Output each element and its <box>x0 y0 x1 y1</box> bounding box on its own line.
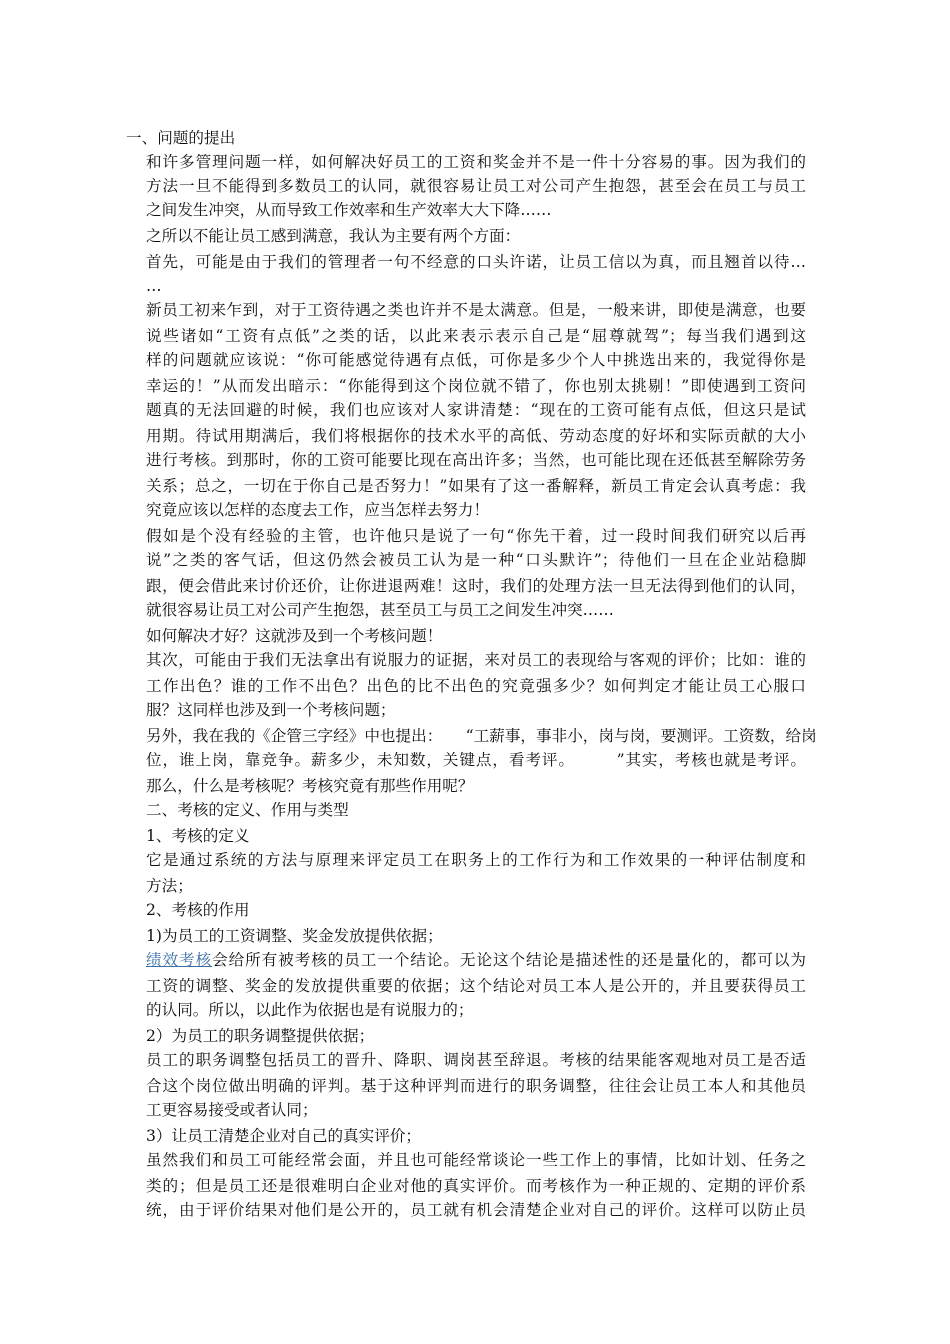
paragraph-line: 之间发生冲突，从而导致工作效率和生产效率大大下降…… <box>146 201 552 219</box>
paragraph-line: 工作出色？谁的工作不出色？出色的比不出色的究竟强多少？如何判定才能让员工心服口 <box>146 677 806 695</box>
paragraph-line: 幸运的！”从而发出暗示：“你能得到这个岗位就不错了，你也别太挑剔！”即使遇到工资问 <box>146 377 806 395</box>
paragraph-line: 说”之类的客气话，但这仍然会被员工认为是一种“口头默许”；待他们一旦在企业站稳脚 <box>146 551 806 569</box>
paragraph-line: 究竟应该以怎样的态度去工作，应当怎样去努力！ <box>146 501 490 519</box>
list-item-heading: 1)为员工的工资调整、奖金发放提供依据； <box>146 927 443 945</box>
paragraph-line: 就很容易让员工对公司产生抱怨，甚至员工与员工之间发生冲突…… <box>146 601 614 619</box>
paragraph-line: 进行考核。到那时，你的工资可能要比现在高出许多；当然，也可能比现在还低甚至解除劳务 <box>146 451 806 469</box>
paragraph-line: 服？这同样也涉及到一个考核问题； <box>146 701 396 719</box>
paragraph-line: 其次，可能由于我们无法拿出有说服力的证据，来对员工的表现给与客观的评价；比如：谁的 <box>146 651 806 669</box>
paragraph-line-text: 会给所有被考核的员工一个结论。无论这个结论是描述性的还是量化的，都可以为 <box>212 951 806 969</box>
paragraph-line: 题真的无法回避的时候，我们也应该对人家讲清楚：“现在的工资可能有点低，但这只是试 <box>146 401 806 419</box>
paragraph-line: 方法一旦不能得到多数员工的认同，就很容易让员工对公司产生抱怨，甚至会在员工与员工 <box>146 177 806 195</box>
paragraph-line: 假如是个没有经验的主管，也许他只是说了一句“你先干着，过一段时间我们研究以后再 <box>146 527 806 545</box>
paragraph-line: 跟，便会借此来讨价还价，让你进退两难！这时，我们的处理方法一旦无法得到他们的认同， <box>146 577 806 595</box>
paragraph-line: 工更容易接受或者认同； <box>146 1101 318 1119</box>
paragraph-line: 工资的调整、奖金的发放提供重要的依据；这个结论对员工本人是公开的，并且要获得员工 <box>146 977 806 995</box>
paragraph-line: 那么，什么是考核呢？考核究竟有那些作用呢？ <box>146 777 474 795</box>
paragraph-line: … <box>146 277 162 295</box>
paragraph-line: 新员工初来乍到，对于工资待遇之类也许并不是太满意。但是，一般来讲，即使是满意，也要 <box>146 301 806 319</box>
paragraph-line: 和许多管理问题一样，如何解决好员工的工资和奖金并不是一件十分容易的事。因为我们的 <box>146 153 806 171</box>
paragraph-line <box>146 950 806 972</box>
paragraph-line: 方法； <box>146 877 193 895</box>
paragraph-line: 虽然我们和员工可能经常会面，并且也可能经常谈论一些工作上的事情，比如计划、任务之 <box>146 1151 806 1169</box>
subheading: 2、考核的作用 <box>146 901 250 919</box>
paragraph-line: 合这个岗位做出明确的评判。基于这种评判而进行的职务调整，往往会让员工本人和其他员 <box>146 1077 806 1095</box>
subheading: 1、考核的定义 <box>146 827 250 845</box>
paragraph-line: 用期。待试用期满后，我们将根据你的技术水平的高低、劳动态度的好坏和实际贡献的大小 <box>146 427 806 445</box>
section-heading-2: 二、考核的定义、作用与类型 <box>146 801 349 819</box>
paragraph-line: 首先，可能是由于我们的管理者一句不经意的口头许诺，让员工信以为真，而且翘首以待… <box>146 253 806 271</box>
paragraph-line: 之所以不能让员工感到满意，我认为主要有两个方面： <box>146 227 521 245</box>
list-item-heading: 3）让员工清楚企业对自己的真实评价； <box>146 1127 422 1145</box>
paragraph-line: 的认同。所以，以此作为依据也是有说服力的； <box>146 1001 474 1019</box>
paragraph-line: 关系；总之，一切在于你自己是否努力！”如果有了这一番解释，新员工肯定会认真考虑：我 <box>146 477 806 495</box>
paragraph-line: 另外，我在我的《企管三字经》中也提出： “工薪事，事非小，岗与岗，要测评。工资数，给岗 <box>146 727 817 745</box>
paragraph-line: 如何解决才好？这就涉及到一个考核问题！ <box>146 627 443 645</box>
section-heading-1: 一、问题的提出 <box>126 129 236 147</box>
paragraph-line: 统，由于评价结果对他们是公开的，员工就有机会清楚企业对自己的评价。这样可以防止员 <box>146 1201 806 1219</box>
list-item-heading: 2）为员工的职务调整提供依据； <box>146 1027 375 1045</box>
paragraph-line: 类的；但是员工还是很难明白企业对他的真实评价。而考核作为一种正规的、定期的评价系 <box>146 1177 806 1195</box>
paragraph-line: 员工的职务调整包括员工的晋升、降职、调岗甚至辞退。考核的结果能客观地对员工是否适 <box>146 1051 806 1069</box>
paragraph-line: 说些诸如“工资有点低”之类的话，以此来表示表示自己是“屈尊就驾”；每当我们遇到这 <box>146 327 806 345</box>
performance-appraisal-link[interactable]: 绩效考核 <box>146 951 213 969</box>
paragraph-line: 位，谁上岗，靠竞争。薪多少，未知数，关键点，看考评。 ”其实，考核也就是考评。 <box>146 751 806 769</box>
paragraph-line: 样的问题就应该说：“你可能感觉待遇有点低，可你是多少个人中挑选出来的，我觉得你是 <box>146 351 806 369</box>
paragraph-line: 它是通过系统的方法与原理来评定员工在职务上的工作行为和工作效果的一种评估制度和 <box>146 851 806 869</box>
